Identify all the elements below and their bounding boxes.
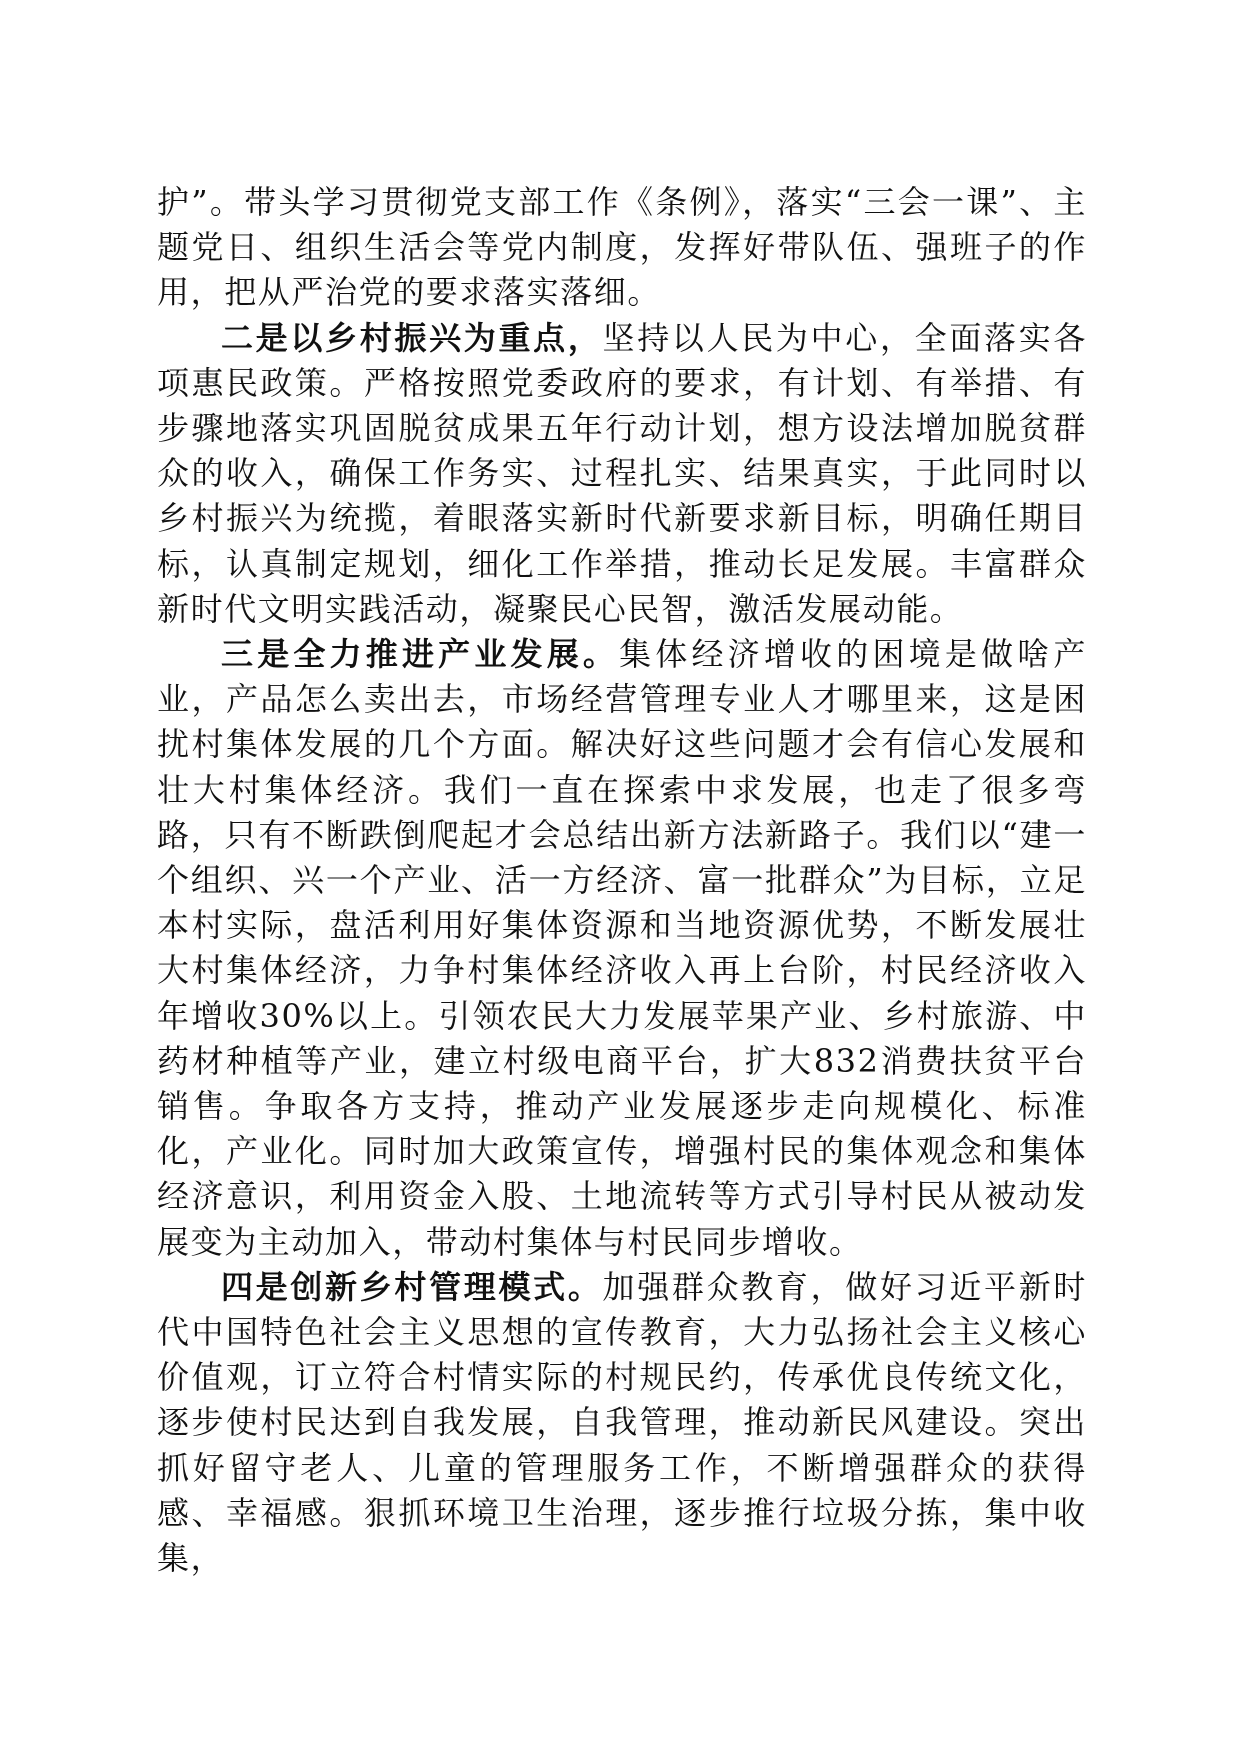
- paragraph-3-body: 集体经济增收的困境是做啥产业，产品怎么卖出去，市场经营管理专业人才哪里来，这是困扰村集体发展的几个方面。解决好这些问题才会有信心发展和壮大村集体经济。我们一直在探索中求发展，也走了很多弯路，只有不断跌倒爬起才会总结出新方法新路子。我们以“建一个组织、兴一个产业、活一方经济、富一批群众”为目标，立足本村实际，盘活利用好集体资源和当地资源优势，不断发展壮大村集体经济，力争村集体经济收入再上台阶，村民经济收入年增收30%以上。引领农民大力发展苹果产业、乡村旅游、中药材种植等产业，建立村级电商平台，扩大832消费扶贫平台销售。争取各方支持，推动产业发展逐步走向规模化、标准化，产业化。同时加大政策宣传，增强村民的集体观念和集体经济意识，利用资金入股、土地流转等方式引导村民从被动发展变为主动加入，带动村集体与村民同步增收。: [157, 635, 1087, 1261]
- paragraph-1-body: 护”。带头学习贯彻党支部工作《条例》，落实“三会一课”、主题党日、组织生活会等党内制度，发挥好带队伍、强班子的作用，把从严治党的要求落实落细。: [157, 183, 1087, 312]
- paragraph-2-body: 坚持以人民为中心，全面落实各项惠民政策。严格按照党委政府的要求，有计划、有举措、有步骤地落实巩固脱贫成果五年行动计划，想方设法增加脱贫群众的收入，确保工作务实、过程扎实、结果真实，于此同时以乡村振兴为统揽，着眼落实新时代新要求新目标，明确任期目标，认真制定规划，细化工作举措，推动长足发展。丰富群众新时代文明实践活动，凝聚民心民智，激活发展动能。: [157, 318, 1087, 628]
- paragraph-3-lead: 三是全力推进产业发展。: [221, 635, 620, 674]
- paragraph-4: [157, 1265, 1087, 1581]
- paragraph-4-body: 加强群众教育，做好习近平新时代中国特色社会主义思想的宣传教育，大力弘扬社会主义核心价值观，订立符合村情实际的村规民约，传承优良传统文化，逐步使村民达到自我发展，自我管理，推动新民风建设。突出抓好留守老人、儿童的管理服务工作，不断增强群众的获得感、幸福感。狠抓环境卫生治理，逐步推行垃圾分拣，集中收集，: [157, 1267, 1087, 1578]
- paragraph-1: [157, 180, 1087, 316]
- paragraph-2-lead: 二是以乡村振兴为重点，: [221, 318, 603, 357]
- document-body: [157, 180, 1087, 1581]
- paragraph-3: [157, 632, 1087, 1265]
- paragraph-2: [157, 316, 1087, 632]
- paragraph-4-lead: 四是创新乡村管理模式。: [221, 1267, 603, 1306]
